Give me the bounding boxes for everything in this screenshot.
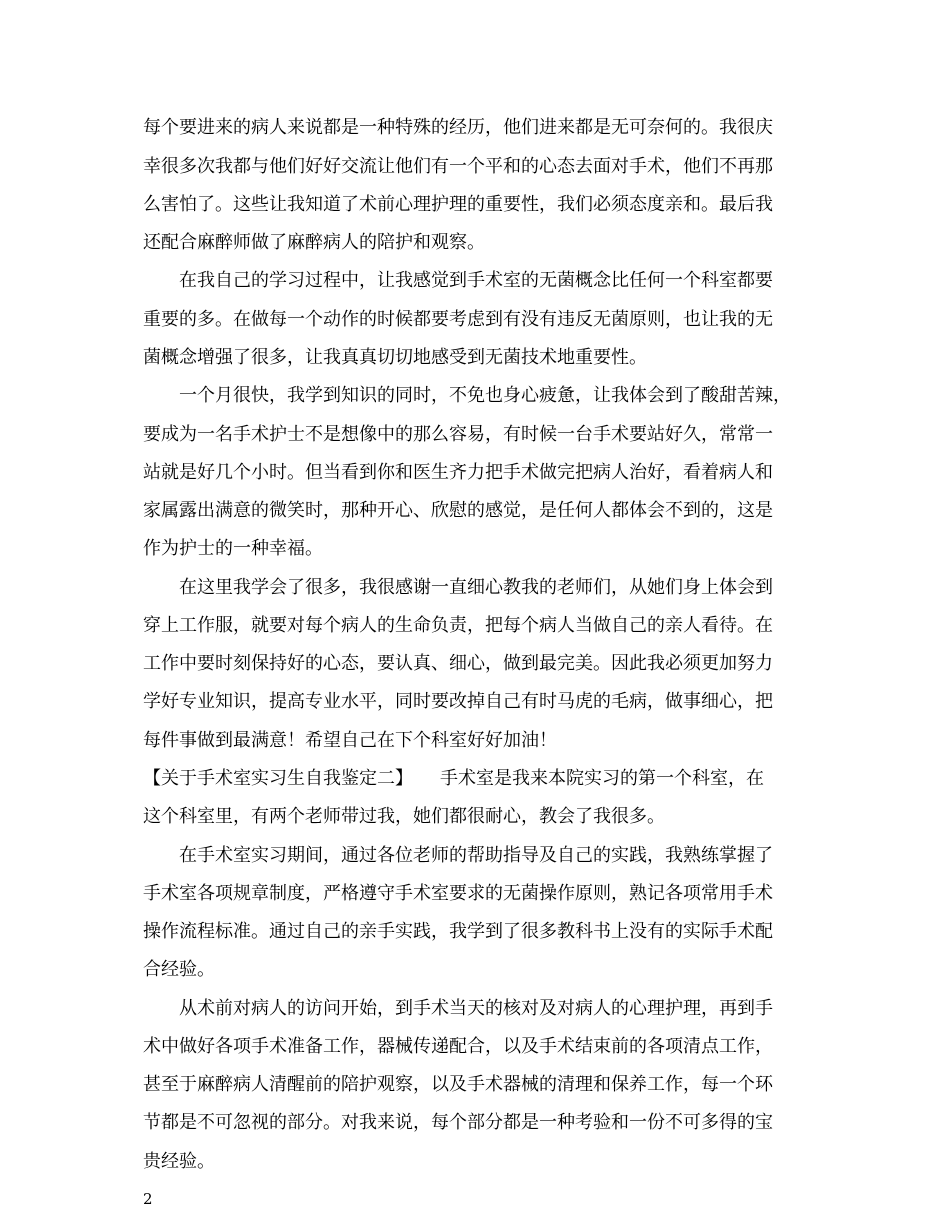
text-line: 术中做好各项手术准备工作，器械传递配合，以及手术结束前的各项清点工作， [143, 1036, 773, 1057]
text-line: 重要的多。在做每一个动作的时候都要考虑到有没有违反无菌原则，也让我的无 [143, 309, 773, 330]
text-line: 穿上工作服，就要对每个病人的生命负责，把每个病人当做自己的亲人看待。在 [143, 615, 773, 636]
text-line: 手术室各项规章制度，严格遵守手术室要求的无菌操作原则，熟记各项常用手术 [143, 883, 773, 904]
text-line: 合经验。 [143, 959, 215, 980]
text-line: 甚至于麻醉病人清醒前的陪护观察，以及手术器械的清理和保养工作，每一个环 [143, 1074, 773, 1095]
text-line: 学好专业知识，提高专业水平，同时要改掉自己有时马虎的毛病，做事细心，把 [143, 691, 773, 712]
text-line: 作为护士的一种幸福。 [143, 538, 323, 559]
text-line: 这个科室里，有两个老师带过我，她们都很耐心，教会了我很多。 [143, 806, 665, 827]
text-line: 一个月很快，我学到知识的同时，不免也身心疲惫，让我体会到了酸甜苦辣， [143, 385, 791, 406]
text-line: 贵经验。 [143, 1151, 215, 1172]
text-line: 在手术室实习期间，通过各位老师的帮助指导及自己的实践，我熟练掌握了 [143, 845, 773, 866]
text-line: 在这里我学会了很多，我很感谢一直细心教我的老师们，从她们身上体会到 [143, 577, 773, 598]
text-line: 要成为一名手术护士不是想像中的那么容易，有时候一台手术要站好久，常常一 [143, 424, 773, 445]
text-line: 节都是不可忽视的部分。对我来说，每个部分都是一种考验和一份不可多得的宝 [143, 1112, 773, 1133]
page-number: 2 [143, 1190, 153, 1208]
text-line: 幸很多次我都与他们好好交流让他们有一个平和的心态去面对手术，他们不再那 [143, 156, 773, 177]
text-line: 么害怕了。这些让我知道了术前心理护理的重要性，我们必须态度亲和。最后我 [143, 194, 773, 215]
text-line: 每件事做到最满意！希望自己在下个科室好好加油！ [143, 730, 557, 751]
section-heading-line: 【关于手术室实习生自我鉴定二】 手术室是我来本院实习的第一个科室，在 [143, 768, 764, 789]
text-line: 站就是好几个小时。但当看到你和医生齐力把手术做完把病人治好，看着病人和 [143, 462, 773, 483]
text-line: 菌概念增强了很多，让我真真切切地感受到无菌技术地重要性。 [143, 347, 647, 368]
text-line: 从术前对病人的访问开始，到手术当天的核对及对病人的心理护理，再到手 [143, 998, 773, 1019]
text-line: 家属露出满意的微笑时，那种开心、欣慰的感觉，是任何人都体会不到的，这是 [143, 500, 773, 521]
text-line: 工作中要时刻保持好的心态，要认真、细心，做到最完美。因此我必须更加努力 [143, 653, 773, 674]
text-line: 还配合麻醉师做了麻醉病人的陪护和观察。 [143, 232, 485, 253]
text-line: 在我自己的学习过程中，让我感觉到手术室的无菌概念比任何一个科室都要 [143, 270, 773, 291]
text-line: 操作流程标准。通过自己的亲手实践，我学到了很多教科书上没有的实际手术配 [143, 921, 773, 942]
text-line: 每个要进来的病人来说都是一种特殊的经历，他们进来都是无可奈何的。我很庆 [143, 117, 773, 138]
